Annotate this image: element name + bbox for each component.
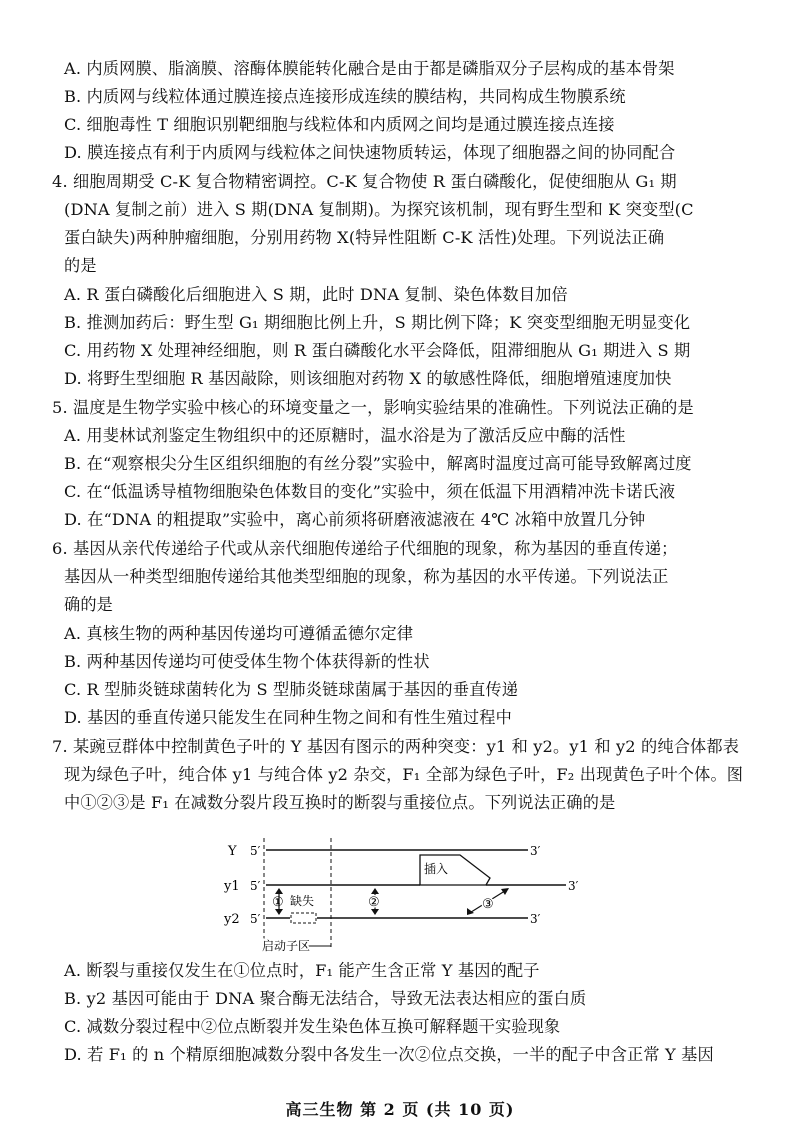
text-line-2: B. 内质网与线粒体通过膜连接点连接形成连续的膜结构，共同构成生物膜系统 [64, 87, 626, 106]
site2-label: ② [368, 895, 380, 910]
text-line-28: A. 断裂与重接仅发生在①位点时，F₁ 能产生含正常 Y 基因的配子 [64, 961, 540, 980]
text-line-18: 6. 基因从亲代传递给子代或从亲代细胞传递给子代细胞的现象，称为基因的垂直传递； [52, 539, 678, 558]
row-label-y1: y1 [224, 879, 240, 894]
text-line-15: B. 在“观察根尖分生区组织细胞的有丝分裂”实验中，解离时温度过高可能导致解离过度 [64, 454, 692, 473]
text-line-23: C. R 型肺炎链球菌转化为 S 型肺炎链球菌属于基因的垂直传递 [64, 680, 519, 699]
text-line-6: (DNA 复制之前）进入 S 期(DNA 复制期)。为探究该机制，现有野生型和 K 突变型(C [64, 200, 694, 219]
five-prime-Y: 5′ [250, 844, 261, 858]
row-label-y2: y2 [224, 912, 240, 927]
text-line-31: D. 若 F₁ 的 n 个精原细胞减数分裂中各发生一次②位点交换，一半的配子中含正常 Y 基因 [64, 1045, 714, 1064]
text-line-12: D. 将野生型细胞 R 基因敲除，则该细胞对药物 X 的敏感性降低，细胞增殖速度加快 [64, 369, 672, 388]
three-prime-y1: 3′ [568, 879, 579, 893]
text-line-4: D. 膜连接点有利于内质网与线粒体之间快速物质转运，体现了细胞器之间的协同配合 [64, 143, 676, 162]
text-line-19: 基因从一种类型细胞传递给其他类型细胞的现象，称为基因的水平传递。下列说法正 [64, 567, 669, 586]
text-line-1: A. 内质网膜、脂滴膜、溶酶体膜能转化融合是由于都是磷脂双分子层构成的基本骨架 [64, 59, 675, 78]
text-line-14: A. 用斐林试剂鉴定生物组织中的还原糖时，温水浴是为了激活反应中酶的活性 [64, 426, 626, 445]
text-line-21: A. 真核生物的两种基因传递均可遵循孟德尔定律 [64, 624, 414, 643]
row-label-Y: Y [228, 844, 237, 859]
five-prime-y1: 5′ [250, 879, 261, 893]
text-line-10: B. 推测加药后：野生型 G₁ 期细胞比例上升，S 期比例下降；K 突变型细胞无明显变化 [64, 313, 691, 332]
text-line-9: A. R 蛋白磷酸化后细胞进入 S 期，此时 DNA 复制、染色体数目加倍 [64, 285, 568, 304]
text-line-20: 确的是 [64, 595, 114, 614]
text-line-5: 4. 细胞周期受 C-K 复合物精密调控。C-K 复合物使 R 蛋白磷酸化，促使细胞从 G₁ 期 [52, 172, 677, 191]
deletion-box [291, 913, 316, 923]
text-line-27: 中①②③是 F₁ 在减数分裂片段互换时的断裂与重接位点。下列说法正确的是 [64, 793, 616, 812]
text-line-22: B. 两种基因传递均可使受体生物个体获得新的性状 [64, 652, 430, 671]
text-line-13: 5. 温度是生物学实验中核心的环境变量之一，影响实验结果的准确性。下列说法正确的是 [52, 398, 694, 417]
five-prime-y2: 5′ [250, 912, 261, 926]
text-line-26: 现为绿色子叶，纯合体 y1 与纯合体 y2 杂交，F₁ 全部为绿色子叶，F₂ 出现黄色子叶个体。图 [64, 765, 744, 784]
site3-label: ③ [482, 897, 494, 912]
three-prime-Y: 3′ [530, 844, 541, 858]
text-line-30: C. 减数分裂过程中②位点断裂并发生染色体互换可解释题干实验现象 [64, 1017, 561, 1036]
text-line-24: D. 基因的垂直传递只能发生在同种生物之间和有性生殖过程中 [64, 708, 512, 727]
text-line-25: 7. 某豌豆群体中控制黄色子叶的 Y 基因有图示的两种突变：y1 和 y2。y1 和 y2 的纯合体都表 [52, 737, 740, 756]
page-footer: 高三生物 第 2 页 (共 10 页) [285, 1100, 515, 1119]
text-line-3: C. 细胞毒性 T 细胞识别靶细胞与线粒体和内质网之间均是通过膜连接点连接 [64, 115, 615, 134]
text-line-16: C. 在“低温诱导植物细胞染色体数目的变化”实验中，须在低温下用酒精冲洗卡诺氏液 [64, 482, 676, 501]
site2-arrowhead-top [371, 888, 379, 894]
site1-label: ① [272, 895, 284, 910]
text-line-11: C. 用药物 X 处理神经细胞，则 R 蛋白磷酸化水平会降低，阻滞细胞从 G₁ 期进入 S 期 [64, 341, 691, 360]
site1-arrowhead-top [275, 888, 283, 894]
three-prime-y2: 3′ [530, 912, 541, 926]
text-line-29: B. y2 基因可能由于 DNA 聚合酶无法结合，导致无法表达相应的蛋白质 [64, 989, 587, 1008]
text-line-17: D. 在“DNA 的粗提取”实验中，离心前须将研磨液滤液在 4℃ 冰箱中放置几分钟 [64, 510, 646, 529]
promoter-label: 启动子区 [262, 939, 311, 953]
insertion-label: 插入 [424, 862, 449, 876]
text-line-7: 蛋白缺失)两种肿瘤细胞，分别用药物 X(特异性阻断 C-K 活性)处理。下列说法正确 [64, 228, 665, 247]
site3-arrowhead-top [501, 888, 509, 895]
deletion-label: 缺失 [290, 894, 315, 908]
text-line-8: 的是 [64, 256, 97, 275]
